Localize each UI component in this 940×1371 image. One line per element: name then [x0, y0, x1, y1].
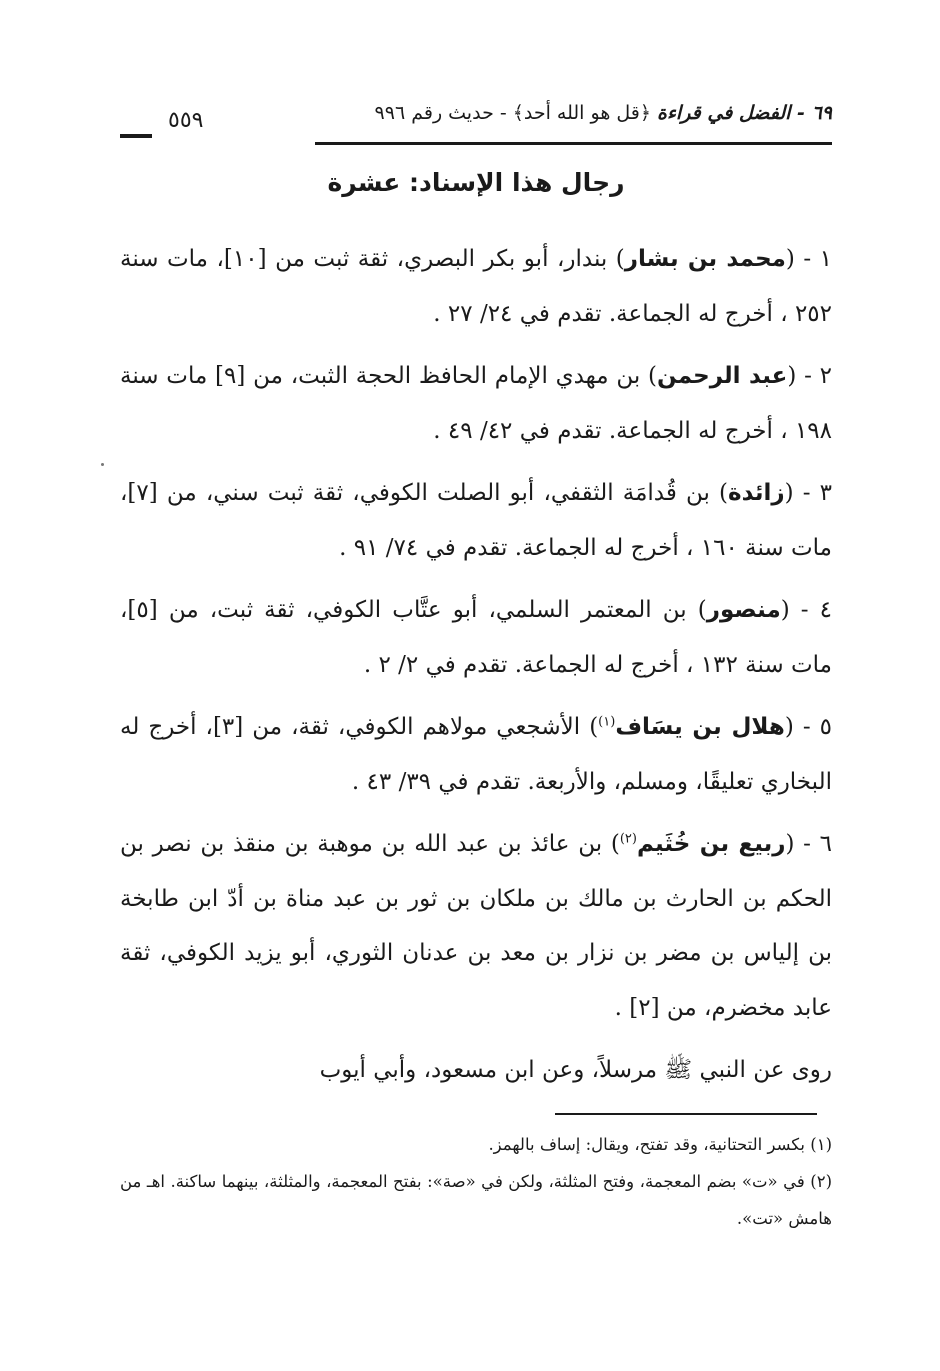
- body-text: [120, 232, 832, 1106]
- entry-number: ١ - (: [785, 246, 832, 272]
- stray-mark: [101, 463, 104, 466]
- narrator-entry-3: [120, 466, 832, 575]
- entry-close: ): [589, 714, 599, 740]
- narrator-name: عبد الرحمن: [657, 363, 788, 389]
- continuation-paragraph: روى عن النبي ﷺ مرسلاً، وعن ابن مسعود، وأبي أيوب: [319, 1057, 832, 1083]
- entry-text: بن مهدي الإمام الحافظ الحجة الثبت، من [٩] مات سنة ١٩٨ ، أخرج له الجماعة. تقدم في ٤٢/ ٤٩ .: [120, 363, 832, 444]
- page-number: ٥٥٩: [168, 108, 204, 133]
- entry-text: الأشجعي مولاهم الكوفي، ثقة، من [٣]، أخرج له البخاري تعليقًا، ومسلم، والأربعة. تقدم في ٣٩/ ٤٣ .: [120, 714, 832, 795]
- entry-text: بن عائذ بن عبد الله بن موهبة بن منقذ بن نصر بن الحكم بن الحارث بن مالك بن ملكان بن ثور بن عبد مناة بن أدّ ابن طابخة بن إلياس بن مضر بن نزار بن معد بن عدنان الثوري، أبو يزيد الكوفي، ثقة عابد مخضرم، من [٢] .: [120, 831, 832, 1021]
- footnote-rule: [555, 1113, 817, 1115]
- footnotes: [120, 1126, 832, 1237]
- narrator-entry-1: [120, 232, 832, 341]
- entry-number: ٦ - (: [785, 831, 833, 857]
- entry-number: ٥ - (: [784, 714, 832, 740]
- narrator-entry-5: [120, 700, 832, 809]
- header-title: [375, 102, 832, 124]
- book-title: ٦٩ - الفضل في قراءة: [657, 102, 832, 124]
- narrator-name: محمد بن بشار: [624, 246, 786, 272]
- footnote-ref: (٢): [619, 831, 637, 847]
- entry-text: بندار، أبو بكر البصري، ثقة ثبت من [١٠]، مات سنة ٢٥٢ ، أخرج له الجماعة. تقدم في ٢٤/ ٢٧ .: [120, 246, 832, 327]
- entry-close: ): [697, 597, 707, 623]
- header-rule: [315, 142, 832, 145]
- narrator-entry-2: [120, 349, 832, 458]
- entry-close: ): [610, 831, 620, 857]
- section-title: رجال هذا الإسناد: عشرة: [327, 168, 625, 197]
- narrator-name: زائدة: [728, 480, 785, 506]
- header-dash: [120, 134, 152, 138]
- entry-close: ): [719, 480, 729, 506]
- footnote-ref: (١): [598, 714, 616, 730]
- narrator-entry-4: [120, 583, 832, 692]
- footnote-2: (٢) في «ت» بضم المعجمة، وفتح المثلثة، ولكن في «صة»: بفتح المعجمة، والمثلثة، بينهما ساكنة. اهـ من هامش «تت».: [120, 1172, 832, 1228]
- running-header: [120, 98, 832, 138]
- narrator-name: ربيع بن خُثَيم: [636, 831, 786, 857]
- header-subtitle: ﴿قل هو الله أحد﴾ - حديث رقم ٩٩٦: [374, 102, 651, 124]
- entry-close: ): [615, 246, 625, 272]
- entry-text: بن المعتمر السلمي، أبو عتَّاب الكوفي، ثقة ثبت، من [٥]، مات سنة ١٣٢ ، أخرج له الجماعة. تقدم في ٢/ ٢ .: [120, 597, 832, 678]
- entry-text: بن قُدامَة الثقفي، أبو الصلت الكوفي، ثقة ثبت سني، من [٧]، مات سنة ١٦٠ ، أخرج له الجماعة. تقدم في ٧٤/ ٩١ .: [120, 480, 832, 561]
- entry-number: ٤ - (: [780, 597, 832, 623]
- entry-number: ٣ - (: [784, 480, 832, 506]
- entry-number: ٢ - (: [787, 363, 832, 389]
- narrator-name: منصور: [706, 597, 781, 623]
- narrator-entry-6: [120, 817, 832, 1035]
- entry-close: ): [648, 363, 657, 389]
- footnote-1: (١) بكسر التحتانية، وقد تفتح، ويقال: إساف بالهمز.: [488, 1135, 832, 1154]
- narrator-name: هلال بن يسَاف: [615, 714, 785, 740]
